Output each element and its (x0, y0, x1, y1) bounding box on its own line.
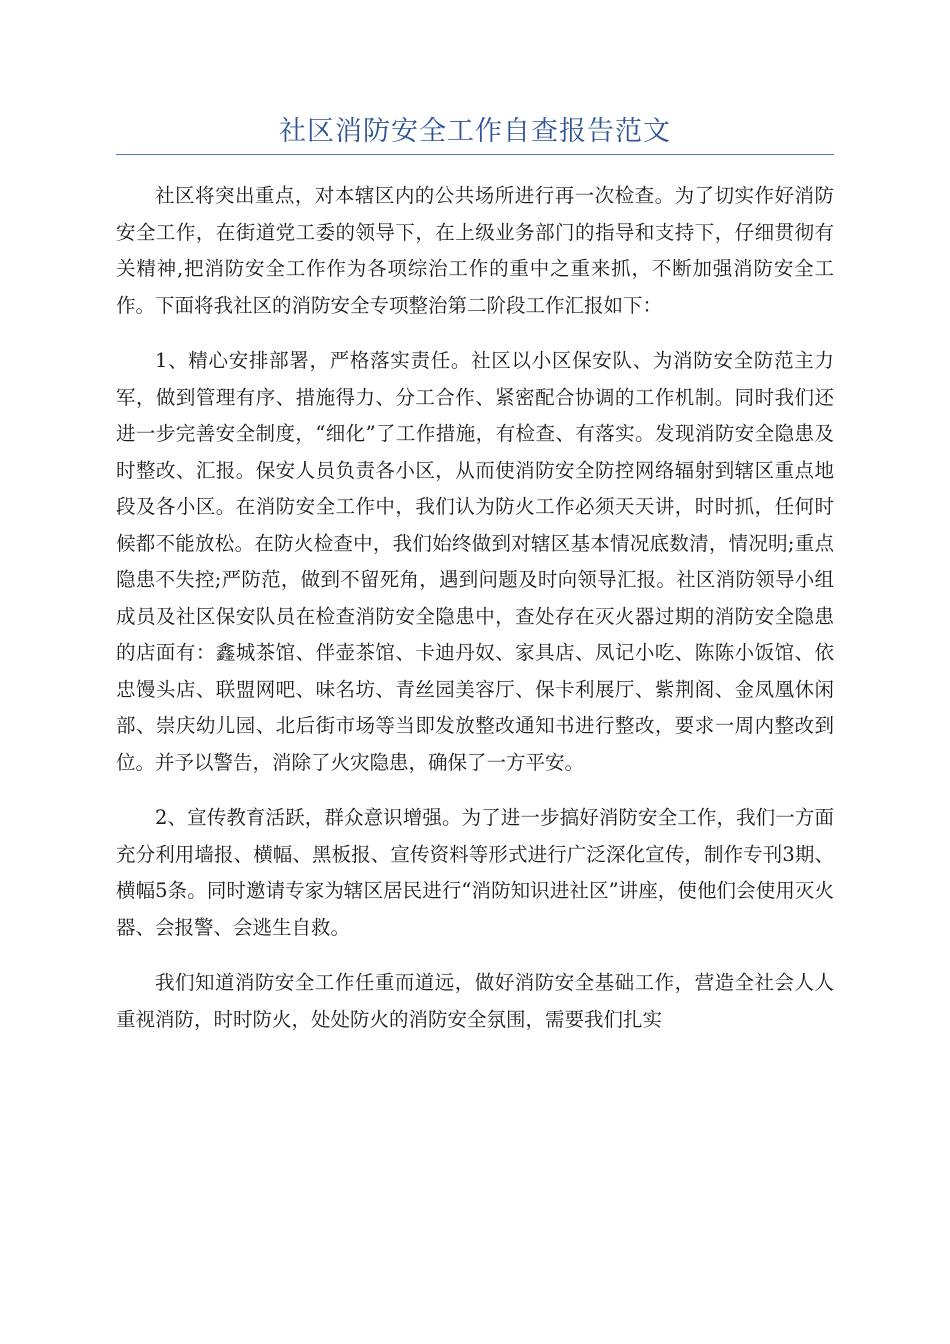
paragraph-section-1: 1、精心安排部署，严格落实责任。社区以小区保安队、为消防安全防范主力军，做到管理有序、措施得力、分工合作、紧密配合协调的工作机制。同时我们还进一步完善安全制度，“细化”了工作措施，有检查、有落实。发现消防安全隐患及时整改、汇报。保安人员负责各小区，从而使消防安全防控网络辐射到辖区重点地段及各小区。在消防安全工作中，我们认为防火工作必须天天讲，时时抓，任何时候都不能放松。在防火检查中，我们始终做到对辖区基本情况底数清，情况明;重点隐患不失控;严防范，做到不留死角，遇到问题及时向领导汇报。社区消防领导小组成员及社区保安队员在检查消防安全隐患中，查处存在灭火器过期的消防安全隐患的店面有：鑫城茶馆、伴壶茶馆、卡迪丹奴、家具店、凤记小吃、陈陈小饭馆、依忠馒头店、联盟网吧、味名坊、青丝园美容厅、保卡利展厅、紫荆阁、金凤凰休闲部、崇庆幼儿园、北后街市场等当即发放整改通知书进行整改，要求一周内整改到位。并予以警告，消除了火灾隐患，确保了一方平安。 (116, 349, 834, 774)
document-body (116, 178, 834, 1057)
document-title: 社区消防安全工作自查报告范文 (279, 116, 671, 147)
paragraph-section-2: 2、宣传教育活跃，群众意识增强。为了进一步搞好消防安全工作，我们一方面充分利用墙报、横幅、黑板报、宣传资料等形式进行广泛深化宣传，制作专刊3期、横幅5条。同时邀请专家为辖区居民进行“消防知识进社区”讲座，使他们会使用灭火器、会报警、会逃生自救。 (116, 806, 834, 939)
paragraph-conclusion: 我们知道消防安全工作任重而道远，做好消防安全基础工作，营造全社会人人重视消防，时时防火，处处防火的消防安全氛围，需要我们扎实 (116, 971, 834, 1031)
title-underline (116, 154, 834, 155)
paragraph-intro: 社区将突出重点，对本辖区内的公共场所进行再一次检查。为了切实作好消防安全工作，在街道党工委的领导下，在上级业务部门的指导和支持下，仔细贯彻有关精神,把消防安全工作作为各项综治工作的重中之重来抓，不断加强消防安全工作。下面将我社区的消防安全专项整治第二阶段工作汇报如下： (116, 184, 834, 317)
